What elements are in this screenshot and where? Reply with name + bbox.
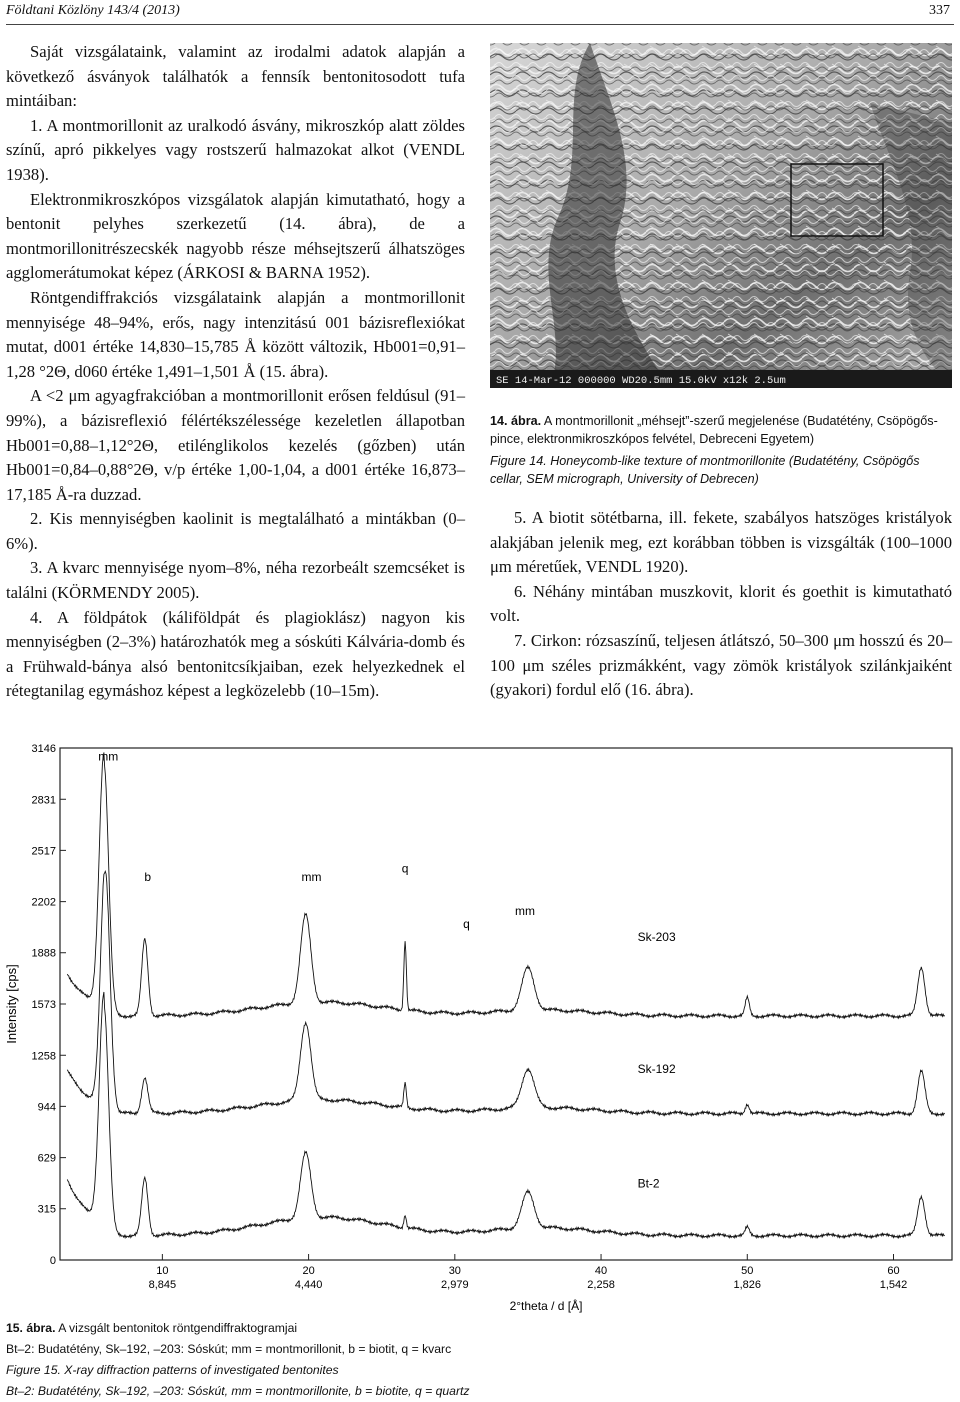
fig15-legend-hu: Bt–2: Budatétény, Sk–192, –203: Sóskút; mm = montmorillonit, b = biotit, q = kvarc: [6, 1342, 452, 1356]
y-tick-label: 1573: [31, 999, 56, 1011]
x-axis-label: 2°theta / d [Å]: [509, 1299, 583, 1313]
y-tick-label: 1258: [31, 1050, 56, 1063]
x-tick-label-theta: 20: [302, 1265, 315, 1277]
peak-annotation: mm: [515, 903, 536, 918]
xrd-svg: [0, 738, 960, 1318]
fig15-legend-en: Bt–2: Budatétény, Sk–192, –203: Sóskút, mm = montmorillonite, b = biotite, q = quartz: [6, 1384, 470, 1398]
paragraph: 5. A biotit sötétbarna, ill. fekete, szabályos hatszöges kristályok alakjában jelenik meg, ezt korábban többen is vizsgálták (100–1000 μm méretűek, VENDL 1920).: [490, 508, 952, 577]
left-column: [6, 40, 465, 704]
fig14-text-en: Honeycomb-like texture of montmorillonite (Budatétény, Csöpögős cellar, SEM micrograph, University of Debrecen): [490, 454, 920, 486]
y-tick-label: 2517: [31, 845, 56, 858]
peak-annotation: b: [144, 869, 152, 884]
y-tick-label: 2202: [31, 896, 56, 909]
x-tick-label-theta: 40: [594, 1265, 608, 1277]
fig14-label-hu: 14. ábra.: [490, 414, 542, 428]
y-tick-label: 315: [37, 1203, 56, 1216]
paragraph: 1. A montmorillonit az uralkodó ásvány, mikroszkóp alatt zöldes színű, apró pikkelyes vagy rostszerű halmazokat alkot (VENDL 1938).: [6, 115, 465, 184]
fig15-title-hu: [6, 1318, 946, 1339]
sem-micrograph: [490, 43, 952, 388]
peak-annotation: mm: [98, 749, 119, 764]
peak-annotation: q: [463, 916, 470, 931]
sem-image: [490, 43, 952, 388]
page-number: 337: [929, 3, 950, 18]
series-line-Sk-203: [67, 752, 944, 1018]
y-tick-label: 944: [37, 1101, 56, 1114]
y-tick-label: 629: [37, 1152, 56, 1165]
x-tick-label-theta: 30: [448, 1265, 461, 1277]
y-tick-label: 3146: [31, 743, 56, 755]
x-tick-label-d: 8,845: [148, 1279, 177, 1291]
peak-annotation: mm: [301, 869, 322, 884]
fig15-label-en: Figure 15.: [6, 1363, 61, 1377]
fig14-caption-en: [490, 452, 952, 488]
x-tick-label-d: 1,542: [879, 1279, 908, 1291]
paragraph: 3. A kvarc mennyisége nyom–8%, néha rezorbeált szemcséket is találni (KÖRMENDY 2005).: [6, 558, 465, 603]
x-tick-label-theta: 10: [156, 1265, 169, 1277]
series-line-Sk-192: [67, 871, 944, 1116]
paragraph: 2. Kis mennyiségben kaolinit is megtalálható a mintákban (0–6%).: [6, 509, 465, 553]
y-tick-label: 2831: [31, 794, 56, 807]
paragraph: Röntgendiffrakciós vizsgálataink alapján a montmorillonit mennyisége 48–94%, erős, nagy intenzitású 001 bázisreflexiókat mutat, d001 értéke 14,830–15,785 Å között változik, Hb001=0,91–1,28 °2Θ, d060 értéke 1,491–1,501 Å (15. ábra).: [6, 287, 465, 381]
fig14-label-en: Figure 14.: [490, 454, 547, 468]
series-line-Bt-2: [67, 992, 944, 1238]
fig15-text-hu: A vizsgált bentonitok röntgendiffraktogramjai: [58, 1321, 298, 1335]
fig15-caption: [6, 1318, 946, 1402]
paragraph: A <2 μm agyagfrakcióban a montmorillonit erősen feldúsul (91–99%), a bázisreflexió félértékszélessége kezeletlen állapotban Hb001=0,88–1,12°2Θ, etilénglikolos kezelés (gőzben) után Hb001=0,84–0,88°2Θ, v/p értéke 1,00-1,04, a d001 értéke 16,873–17,185 Å-ra duzzad.: [6, 386, 465, 504]
y-tick-label: 1888: [31, 947, 56, 960]
fig14-caption-hu: [490, 412, 952, 448]
paragraph: 4. A földpátok (káliföldpát és plagioklász) nagyon kis mennyiségben (2–3%) határozhatók meg a sóskúti Kálvária-domb és a Frühwald-bánya alsó bentonitcsíkjaiban, ezek helyezkednek el rétegtanilag egymáshoz képest a legközelebb (10–15m).: [6, 607, 465, 701]
fig14-text-hu: A montmorillonit „méhsejt”-szerű megjelenése (Budatétény, Csöpögős-pince, elektronmikroszkópos felvétel, Debreceni Egyetem): [490, 414, 938, 446]
header-rule: [6, 24, 954, 25]
sem-databar: SE 14-Mar-12 000000 WD20.5mm 15.0kV x12k 2.5um: [496, 375, 786, 387]
journal-header: Földtani Közlöny 143/4 (2013): [6, 3, 180, 18]
x-tick-label-d: 2,258: [587, 1279, 615, 1291]
x-tick-label-d: 2,979: [441, 1279, 469, 1291]
paragraph: 6. Néhány mintában muszkovit, klorit és goethit is kimutatható volt.: [490, 581, 952, 626]
xrd-chart: [0, 738, 960, 1318]
fig15-label-hu: 15. ábra.: [6, 1321, 56, 1335]
fig15-text-en: X-ray diffraction patterns of investigated bentonites: [64, 1363, 339, 1377]
x-tick-label-theta: 50: [741, 1265, 754, 1277]
plot-frame: [60, 748, 952, 1260]
series-label: Sk-192: [637, 1061, 676, 1076]
series-label: Bt-2: [637, 1176, 660, 1191]
right-column: [490, 506, 952, 703]
y-axis-label: Intensity [cps]: [4, 964, 19, 1044]
paragraph: 7. Cirkon: rózsaszínű, teljesen átlátszó, 50–300 μm hosszú és 20–100 μm széles prizmákként, vagy zömök kristályok szilánkjaiként (gyakori) fordul elő (16. ábra).: [490, 630, 952, 700]
x-tick-label-d: 1,826: [733, 1279, 762, 1291]
y-tick-label: 0: [49, 1255, 56, 1267]
x-tick-label-d: 4,440: [294, 1279, 323, 1291]
paragraph: Saját vizsgálataink, valamint az irodalmi adatok alapján a következő ásványok találhatók a fennsík bentonitosodott tufa mintáiban:: [6, 42, 465, 111]
x-tick-label-theta: 60: [887, 1265, 900, 1277]
peak-annotation: q: [401, 861, 409, 876]
fig15-title-en: [6, 1360, 946, 1381]
series-label: Sk-203: [637, 930, 676, 945]
paragraph: Elektronmikroszkópos vizsgálatok alapján kimutatható, hogy a bentonit pelyhes szerkezetű (14. ábra), de a montmorillonitrészecskék nagyobb része méhsejtszerű álhatszöges agglomerátumokat képez (ÁRKOSI & BARNA 1952).: [6, 189, 465, 283]
